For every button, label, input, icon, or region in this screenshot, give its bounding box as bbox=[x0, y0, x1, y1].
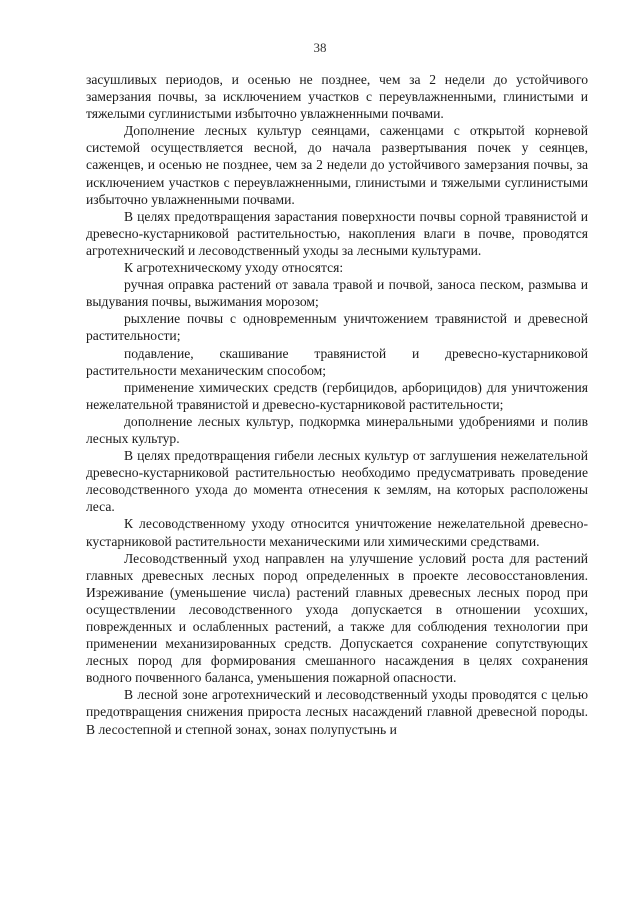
page-number: 38 bbox=[313, 40, 327, 55]
document-body bbox=[86, 71, 588, 738]
list-item-manual-clearing: ручная оправка растений от завала травой и почвой, заноса песком, размыва и выдувания почвы, выжимания морозом; bbox=[86, 277, 588, 310]
list-item-mowing: подавление, скашивание травянистой и древесно-кустарниковой растительности механическим способом; bbox=[86, 345, 588, 378]
paragraph-seedling-supplement: Дополнение лесных культур сеянцами, саженцами с открытой корневой системой осуществляется весной, до начала развертывания почек у сеянцев, саженцев, и осенью не позднее, чем за 2 недели до устойчивого замерзания почвы, за исключением участков с переувлажненными, глинистыми и тяжелыми суглинистыми избыточно увлажненными почвами. bbox=[86, 123, 588, 207]
paragraph-silvicultural-definition: К лесоводственному уходу относится уничтожение нежелательной древесно-кустарниковой растительности механическими или химическими средствами. bbox=[86, 516, 588, 549]
list-item-chemicals: применение химических средств (гербицидов, арборицидов) для уничтожения нежелательной травянистой и древесно-кустарниковой растительности; bbox=[86, 379, 588, 412]
paragraph-forest-zone: В лесной зоне агротехнический и лесоводственный уходы проводятся с целью предотвращения снижения прироста лесных насаждений главной древесной породы. В лесостепной и степной зонах, зонах полупустынь и bbox=[86, 687, 588, 737]
list-item-fertilizing: дополнение лесных культур, подкормка минеральными удобрениями и полив лесных культур. bbox=[86, 413, 588, 446]
paragraph-care-purpose: В целях предотвращения зарастания поверхности почвы сорной травянистой и древесно-кустарниковой растительностью, накопления влаги в почве, проводятся агротехнический и лесоводственный уходы за лесными культурами. bbox=[86, 208, 588, 258]
list-item-loosening: рыхление почвы с одновременным уничтожением травянистой и древесной растительности; bbox=[86, 311, 588, 344]
paragraph-continuation: засушливых периодов, и осенью не позднее, чем за 2 недели до устойчивого замерзания почвы, за исключением участков с переувлажненными, глинистыми и тяжелыми суглинистыми избыточно увлажненными почвами. bbox=[86, 72, 588, 122]
paragraph-silvicultural-purpose: Лесоводственный уход направлен на улучшение условий роста для растений главных древесных лесных пород определенных в проекте лесовосстановления. Изреживание (уменьшение числа) растений главных древесных лесных пород при осуществлении лесоводственного ухода допускается в отношении усохших, поврежденных и ослабленных растений, а также для соблюдения технологии при применении механизированных средств. Допускается сохранение сопутствующих лесных пород для формирования смешанного насаждения в целях сохранения водного почвенного баланса, уменьшения пожарной опасности. bbox=[86, 550, 588, 686]
paragraph-agrotech-intro: К агротехническому уходу относятся: bbox=[124, 260, 344, 276]
paragraph-prevent-loss: В целях предотвращения гибели лесных культур от заглушения нежелательной древесно-кустарниковой растительностью необходимо предусматривать проведение лесоводственного ухода до момента отнесения к землям, на которых расположены леса. bbox=[86, 448, 588, 515]
